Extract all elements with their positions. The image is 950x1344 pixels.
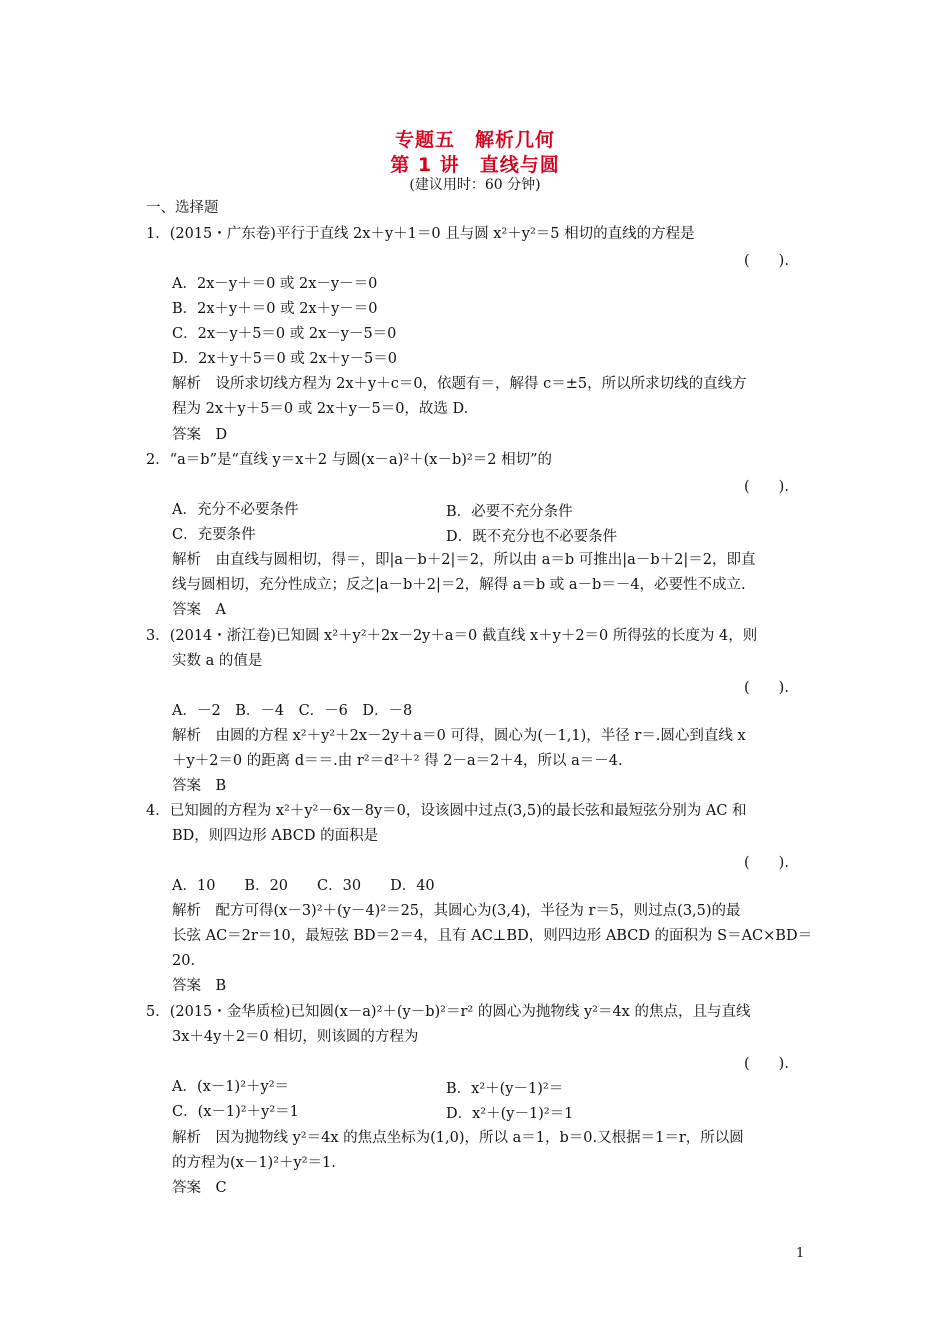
q1-option-d: D．2x＋y＋5＝0 或 2x＋y－5＝0: [172, 351, 397, 367]
q5-option-b: B．x²＋(y－1)²＝: [446, 1081, 564, 1097]
q1-analysis-line1: 解析 设所求切线方程为 2x＋y＋c＝0，依题有＝，解得 c＝±5，所以所求切线的直线方: [172, 376, 747, 392]
q2-option-b: B．必要不充分条件: [446, 504, 573, 520]
q1-option-c: C．2x－y＋5＝0 或 2x－y－5＝0: [172, 326, 397, 342]
q1-stem: 1．(2015・广东卷)平行于直线 2x＋y＋1＝0 且与圆 x²＋y²＝5 相切的直线的方程是: [146, 226, 695, 242]
q2-analysis-line2: 线与圆相切，充分性成立；反之|a－b＋2|＝2，解得 a＝b 或 a－b＝－4，必要性不成立.: [172, 577, 746, 593]
q1-option-b: B．2x＋y＋＝0 或 2x＋y－＝0: [172, 301, 378, 317]
q5-analysis-line1: 解析 因为抛物线 y²＝4x 的焦点坐标为(1,0)，所以 a＝1，b＝0.又根据＝1＝r，所以圆: [172, 1130, 744, 1146]
q5-analysis-line2: 的方程为(x－1)²＋y²＝1.: [172, 1155, 336, 1171]
q1-option-a: A．2x－y＋＝0 或 2x－y－＝0: [172, 276, 378, 292]
q4-answer: 答案 B: [172, 978, 227, 994]
q4-analysis-line1: 解析 配方可得(x－3)²＋(y－4)²＝25，其圆心为(3,4)，半径为 r＝5，则过点(3,5)的最: [172, 903, 741, 919]
q4-analysis-line3: 20.: [172, 953, 196, 969]
q1-answer-blank: ( ).: [744, 253, 789, 269]
q5-option-d: D．x²＋(y－1)²＝1: [446, 1106, 574, 1122]
q1-analysis-line2: 程为 2x＋y＋5＝0 或 2x＋y－5＝0，故选 D.: [172, 401, 469, 417]
q3-answer: 答案 B: [172, 778, 227, 794]
q3-analysis-line2: ＋y＋2＝0 的距离 d＝＝.由 r²＝d²＋² 得 2－a＝2＋4，所以 a＝－4.: [172, 753, 623, 769]
q5-option-a: A．(x－1)²＋y²＝: [172, 1079, 290, 1095]
q1-answer: 答案 D: [172, 427, 228, 443]
q4-stem-line2: BD，则四边形 ABCD 的面积是: [172, 828, 379, 844]
q4-answer-blank: ( ).: [744, 855, 789, 871]
q5-option-c: C．(x－1)²＋y²＝1: [172, 1104, 299, 1120]
q2-answer: 答案 A: [172, 602, 226, 618]
q2-stem: 2．“a＝b”是“直线 y＝x＋2 与圆(x－a)²＋(x－b)²＝2 相切”的: [146, 452, 552, 468]
time-hint: (建议用时：60 分钟): [409, 177, 541, 193]
q3-stem-line1: 3．(2014・浙江卷)已知圆 x²＋y²＋2x－2y＋a＝0 截直线 x＋y＋2＝0 所得弦的长度为 4，则: [146, 628, 758, 644]
q2-option-c: C．充要条件: [172, 527, 256, 543]
q4-options: A．10 B．20 C．30 D．40: [172, 878, 435, 894]
q2-option-a: A．充分不必要条件: [172, 502, 299, 518]
q4-analysis-line2: 长弦 AC＝2r＝10，最短弦 BD＝2＝4，且有 AC⊥BD，则四边形 ABCD 的面积为 S＝AC×BD＝: [172, 928, 813, 944]
q2-analysis-line1: 解析 由直线与圆相切，得＝，即|a－b＋2|＝2，所以由 a＝b 可推出|a－b＋2|＝2，即直: [172, 552, 756, 568]
q2-option-d: D．既不充分也不必要条件: [446, 529, 618, 545]
q3-stem-line2: 实数 a 的值是: [172, 653, 263, 669]
q5-answer-blank: ( ).: [744, 1056, 789, 1072]
q5-stem-line2: 3x＋4y＋2＝0 相切，则该圆的方程为: [172, 1029, 419, 1045]
chapter-title: 专题五 解析几何: [394, 129, 555, 151]
page-number: 1: [796, 1246, 805, 1261]
q5-stem-line1: 5．(2015・金华质检)已知圆(x－a)²＋(y－b)²＝r² 的圆心为抛物线 y²＝4x 的焦点，且与直线: [146, 1004, 751, 1020]
q3-analysis-line1: 解析 由圆的方程 x²＋y²＋2x－2y＋a＝0 可得，圆心为(－1,1)，半径 r＝.圆心到直线 x: [172, 728, 746, 744]
q5-answer: 答案 C: [172, 1180, 227, 1196]
lecture-title: 第 1 讲 直线与圆: [390, 154, 560, 176]
q4-stem-line1: 4．已知圆的方程为 x²＋y²－6x－8y＝0，设该圆中过点(3,5)的最长弦和最短弦分别为 AC 和: [146, 803, 747, 819]
q2-answer-blank: ( ).: [744, 479, 789, 495]
section-heading: 一、选择题: [146, 200, 219, 216]
q3-options: A．－2 B．－4 C．－6 D．－8: [172, 703, 413, 719]
q3-answer-blank: ( ).: [744, 680, 789, 696]
